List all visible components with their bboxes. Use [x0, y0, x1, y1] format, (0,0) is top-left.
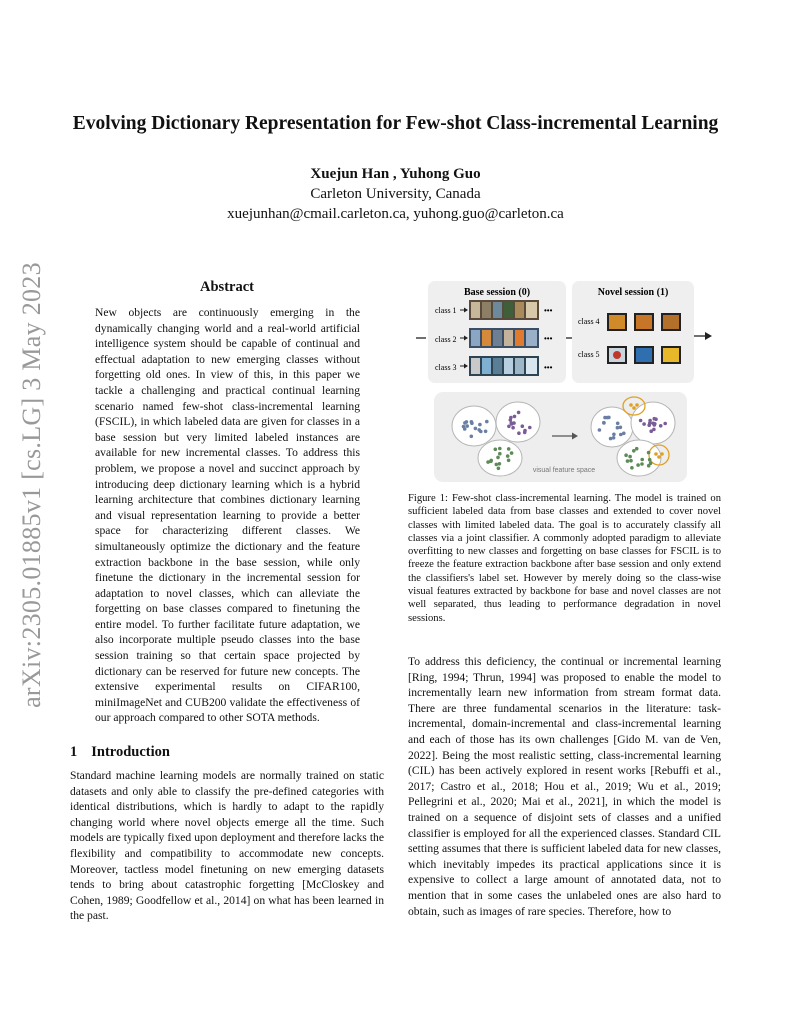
feature-dot — [489, 459, 493, 463]
feature-dot — [619, 433, 623, 437]
feature-dot — [506, 454, 510, 458]
abstract-heading: Abstract — [200, 279, 254, 295]
feature-dot — [647, 451, 651, 455]
feature-dot — [513, 415, 517, 419]
feature-dot — [639, 419, 643, 423]
feature-dot — [507, 425, 511, 429]
paper-title: Evolving Dictionary Representation for Few-shot Class-incremental Learning — [72, 113, 719, 134]
feature-dot — [510, 451, 514, 455]
feature-dot — [484, 430, 488, 434]
feature-dot — [474, 427, 478, 431]
ellipsis: ••• — [544, 306, 553, 315]
feature-dot — [494, 448, 498, 452]
feature-dot — [635, 447, 639, 451]
feature-dot — [648, 458, 652, 462]
author-names: Xuejun Han , Yuhong Guo — [310, 166, 481, 182]
feature-dot — [512, 421, 516, 425]
feature-dot — [603, 416, 607, 420]
novel-class-label: class 4 — [578, 317, 600, 326]
feature-dot — [629, 459, 633, 463]
feature-dot — [651, 422, 655, 426]
feature-dot — [628, 455, 632, 459]
section-heading-introduction — [70, 744, 170, 761]
feature-dot — [652, 428, 656, 432]
arxiv-id: arXiv:2305.01885v1 [cs.LG] 3 May 2023 — [17, 262, 46, 708]
ellipsis: ••• — [544, 363, 553, 372]
feature-dot — [598, 428, 602, 432]
author-emails: xuejunhan@cmail.carleton.ca, yuhong.guo@carleton.ca — [227, 206, 564, 222]
base-session-title: Base session (0) — [463, 287, 531, 298]
feature-dot — [624, 453, 628, 457]
novel-feature-dot — [654, 452, 658, 456]
feature-dot — [626, 459, 630, 463]
novel-feature-dot — [635, 403, 639, 407]
author-block — [0, 164, 791, 224]
feature-dot — [632, 449, 636, 453]
feature-dot — [498, 447, 502, 451]
feature-dot — [485, 420, 489, 424]
feature-dot — [507, 447, 511, 451]
feature-dot — [498, 462, 502, 466]
feature-dot — [496, 456, 500, 460]
figure-1 — [408, 276, 721, 486]
right-column-text: To address this deficiency, the continual or incremental learning [Ring, 1994; Thrun, 1994] was proposed to enable the model to incrementally learn new information from stream format data. There are three fundamental scenarios in the literature: task-incremental, domain-incremental and class-incremental learning and each of those has its own challenges [Gido M. van de Ven, 2022]. Being the most realistic setting, class-incremental learning (CIL) has been actively explored in resent works [Rebuffi et al., 2017; Castro et al., 2018; Hou et al., 2019; Wu et al., 2019; Pellegrini et al., 2020; Mai et al., 2021], in which the model is trained on a sequence of disjoint sets of classes and a unified classifier is employed for all the experienced classes. Standard CIL setting assumes that there is sufficient labeled data for new classes, which inevitably impedes its practical applications since it is expensive to collect a large amount of annotated data, not to mention that in some cases the unlabeled ones are also hard to obtain, such as images of rare species. Therefore, how to — [408, 655, 721, 918]
feature-dot — [640, 458, 644, 462]
feature-dot — [463, 421, 467, 425]
feature-dot — [463, 427, 467, 431]
feature-dot — [470, 435, 474, 439]
feature-dot — [659, 424, 663, 428]
feature-dot — [616, 426, 620, 430]
feature-dot — [486, 460, 490, 464]
introduction-text: Standard machine learning models are normally trained on static datasets and only able to classify the pre-defined categories with identical distributions, which is hardly to adapt to the rapidly changing world where novel objects emerge all the time. Such models are typically fixed upon deployment and therefore lacks the flexibility and compatibility to accommodate new concepts. Moreover, tactless model finetuning on new emerging datasets tends to bring about catastrophic forgetting [McCloskey and Cohen, 1989; Goodfellow et al., 2014] on what has been learned in the past. — [70, 769, 384, 923]
feature-dot — [517, 411, 521, 415]
section-number: 1 — [70, 744, 78, 760]
base-class-label: class 2 — [435, 335, 457, 344]
feature-dot — [497, 467, 501, 471]
feature-dot — [495, 463, 499, 467]
abstract-text: New objects are continuously emerging in the dynamically changing world and a real-world artificial intelligence system should be capable of continual and effectual adaptation to new emerging classes without forgetting old ones. In view of this, in this paper we tackle a challenging and practical continual learning scenario named few-shot class-incremental learning (FSCIL), in which labeled data are given for classes in a base session but very limited labeled instances are available for new incremental classes. To address this problem, we propose a novel and succinct approach by introducing deep dictionary learning which is a hybrid learning architecture that combines dictionary learning and visual representation learning to provide a better space for characterizing different classes. We simultaneously optimize the dictionary and the feature extraction backbone in the base session, while only finetune the dictionary in the incremental session for adaptation to novel classes, which can alleviate the forgetting on base classes compared to finetuning the entire model. To further facilitate future adaptation, we also incorporate multiple pseudo classes into the base session training so that certain space projected by dictionary can be reserved for future new concepts. The extensive experimental results on CIFAR100, miniImageNet and CUB200 validate the effectiveness of our approach compared to other SOTA methods. — [95, 306, 360, 725]
feature-dot — [636, 463, 640, 467]
feature-dot — [607, 416, 611, 420]
novel-class-label: class 5 — [578, 350, 600, 359]
section-title: Introduction — [91, 744, 170, 760]
feature-dot — [648, 419, 652, 423]
feature-dot — [612, 436, 616, 440]
feature-dot — [498, 452, 502, 456]
feature-dot — [507, 459, 511, 463]
affiliation: Carleton University, Canada — [310, 186, 481, 202]
novel-feature-dot — [632, 406, 636, 410]
feature-space-label: visual feature space — [532, 467, 596, 474]
feature-dot — [612, 433, 616, 437]
feature-dot — [465, 424, 469, 428]
feature-dot — [653, 417, 657, 421]
figure-caption: Figure 1: Few-shot class-incremental learning. The model is trained on sufficient labeled data from base classes and extended to cover novel classes with limited labeled data. The goal is to accurately classify all classes via a joint classifier. A commonly adopted paradigm to alleviate overfitting to new classes and forgetting on base classes for FSCIL is to freeze the feature extraction backbone after base session and only extend the classifiers's label set. However by merely doing so the class-wise visual features extracted by backbone for base and novel classes are not well separated, thus leading to performance degradation in novel sessions. — [408, 493, 721, 624]
ellipsis: ••• — [544, 334, 553, 343]
feature-dot — [479, 430, 483, 434]
feature-dot — [517, 431, 521, 435]
feature-dot — [523, 429, 527, 433]
feature-dot — [616, 422, 620, 426]
feature-dot — [478, 423, 482, 427]
feature-dot — [602, 421, 606, 425]
feature-dot — [642, 422, 646, 426]
feature-dot — [528, 426, 532, 430]
feature-dot — [640, 462, 644, 466]
feature-dot — [630, 466, 634, 470]
feature-dot — [647, 423, 651, 427]
feature-dot — [647, 464, 651, 468]
feature-dot — [509, 416, 513, 420]
base-class-label: class 3 — [435, 363, 457, 372]
feature-dot — [521, 424, 525, 428]
novel-feature-dot — [657, 455, 661, 459]
feature-dot — [663, 422, 667, 426]
feature-dot — [511, 426, 515, 430]
novel-session-title: Novel session (1) — [597, 287, 669, 298]
figure-1-diagram — [408, 276, 721, 486]
novel-feature-dot — [629, 403, 633, 407]
base-class-label: class 1 — [435, 306, 457, 315]
novel-feature-dot — [660, 452, 664, 456]
feature-dot — [470, 420, 474, 424]
